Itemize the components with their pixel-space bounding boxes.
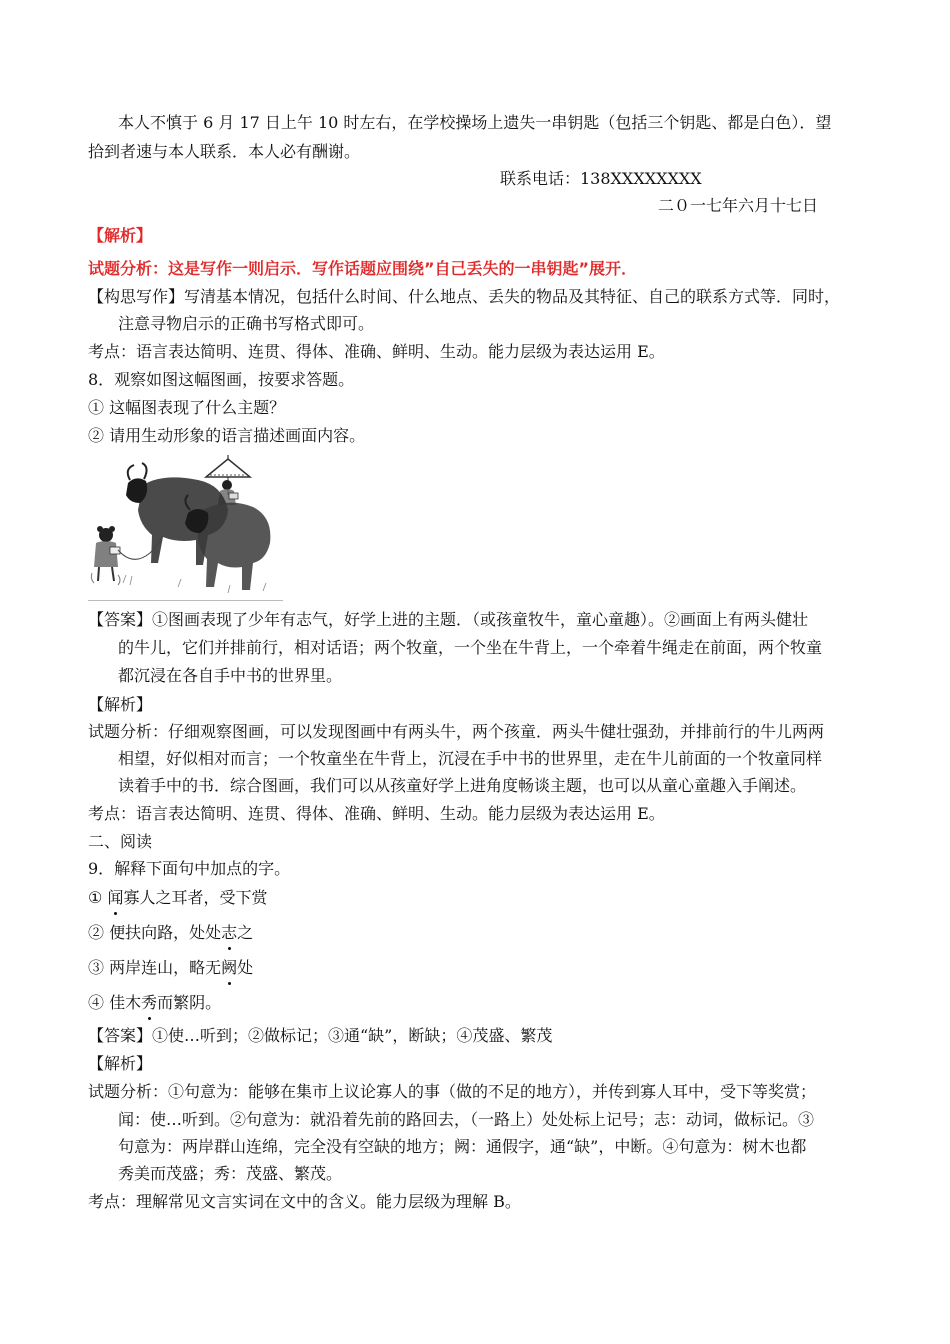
q9-analysis-line-2: 闻：使…听到。②句意为：就沿着先前的路回去，（一路上）处处标上记号；志：动词，做标记。③ — [118, 1110, 815, 1129]
section-2-title: 二、阅读 — [88, 832, 153, 851]
q8-sub-2: ② 请用生动形象的语言描述画面内容。 — [88, 426, 366, 445]
notice-body-line-2: 拾到者速与本人联系．本人必有酬谢。 — [88, 142, 361, 161]
notice-body-line-1: 本人不慎于 6 月 17 日上午 10 时左右，在学校操场上遗失一串钥匙（包括三个钥匙、都是白色）．望 — [118, 113, 832, 132]
q9-sentence-3 — [88, 957, 253, 979]
q8-analysis-line-3: 读着手中的书．综合图画，我们可以从孩童好学上进角度畅谈主题，也可以从童心童趣入手阐述。 — [118, 776, 807, 795]
q9-sentence-2 — [88, 922, 253, 944]
notice-date: 二０一七年六月十七日 — [658, 196, 819, 215]
q9-title: 9．解释下面句中加点的字。 — [88, 859, 291, 878]
q9-s2-dotted-char: 志 — [221, 923, 238, 942]
q9-point: 考点：理解常见文言实词在文中的含义。能力层级为理解 B。 — [88, 1192, 521, 1211]
q7-idea-line-2: 注意寻物启示的正确书写格式即可。 — [118, 314, 375, 333]
q9-analysis-line-1: 试题分析：①句意为：能够在集市上议论寡人的事（做的不足的地方），并传到寡人耳中，受下等奖赏； — [88, 1082, 817, 1101]
q9-s2-suffix: 之 — [237, 923, 254, 942]
q9-sentence-1 — [88, 887, 267, 909]
q8-analysis-line-1: 试题分析：仔细观察图画，可以发现图画中有两头牛，两个孩童．两头牛健壮强劲，并排前行的牛儿两两 — [88, 722, 825, 741]
q8-sub-1: ① 这幅图表现了什么主题？ — [88, 398, 286, 417]
q8-analysis-label: 【解析】 — [88, 695, 153, 714]
q8-analysis-line-2: 相望，好似相对而言；一个牧童坐在牛背上，沉浸在手中书的世界里，走在牛儿前面的一个牧童同样 — [118, 749, 823, 768]
q9-s4-suffix: 而繁阴。 — [157, 993, 222, 1012]
q8-answer-line-1: 【答案】①图画表现了少年有志气，好学上进的主题．（或孩童牧牛，童心童趣）。②画面上有两头健壮 — [88, 610, 809, 629]
q9-analysis-line-3: 句意为：两岸群山连绵，完全没有空缺的地方；阙：通假字，通“缺”，中断。④句意为：树木也都 — [118, 1137, 807, 1156]
q8-title: 8．观察如图这幅图画，按要求答题。 — [88, 370, 355, 389]
q9-s3-dotted-char: 阙 — [221, 958, 238, 977]
q9-analysis-label: 【解析】 — [88, 1054, 153, 1073]
q9-s4-dotted-char: 秀 — [141, 993, 158, 1012]
q7-analysis-text: 试题分析：这是写作一则启示．写作话题应围绕”自己丢失的一串钥匙”展开． — [88, 259, 638, 278]
q7-idea-line-1: 【构思写作】写清基本情况，包括什么时间、什么地点、丢失的物品及其特征、自己的联系方式等．同时， — [88, 287, 841, 306]
q7-point: 考点：语言表达简明、连贯、得体、准确、鲜明、生动。能力层级为表达运用 E。 — [88, 342, 665, 361]
q9-analysis-line-4: 秀美而茂盛；秀：茂盛、繁茂。 — [118, 1164, 343, 1183]
figure-baseline-rule — [88, 600, 283, 601]
q9-s4-prefix: ④ 佳木 — [88, 993, 142, 1012]
q9-s1-suffix: 寡人之耳者，受下赏 — [123, 888, 268, 907]
q9-s2-prefix: ② 便扶向路，处处 — [88, 923, 222, 942]
q9-s1-dotted-char: 闻 — [107, 888, 124, 907]
q8-answer-line-3: 都沉浸在各自手中书的世界里。 — [118, 666, 343, 685]
notice-phone: 联系电话：138XXXXXXXX — [500, 169, 702, 188]
q9-answer: 【答案】①使…听到；②做标记；③通“缺”，断缺；④茂盛、繁茂 — [88, 1026, 553, 1045]
q9-s3-prefix: ③ 两岸连山，略无 — [88, 958, 222, 977]
q9-s3-suffix: 处 — [237, 958, 254, 977]
q8-answer-line-2: 的牛儿，它们并排前行，相对话语；两个牧童，一个坐在牛背上，一个牵着牛绳走在前面，两个牧童 — [118, 638, 823, 657]
walking-boy-figure — [91, 526, 120, 585]
ox-herding-painting — [88, 455, 283, 600]
q8-point: 考点：语言表达简明、连贯、得体、准确、鲜明、生动。能力层级为表达运用 E。 — [88, 804, 665, 823]
q9-s1-prefix: ① — [88, 888, 108, 907]
q7-analysis-label: 【解析】 — [88, 226, 153, 245]
q9-sentence-4 — [88, 992, 221, 1014]
